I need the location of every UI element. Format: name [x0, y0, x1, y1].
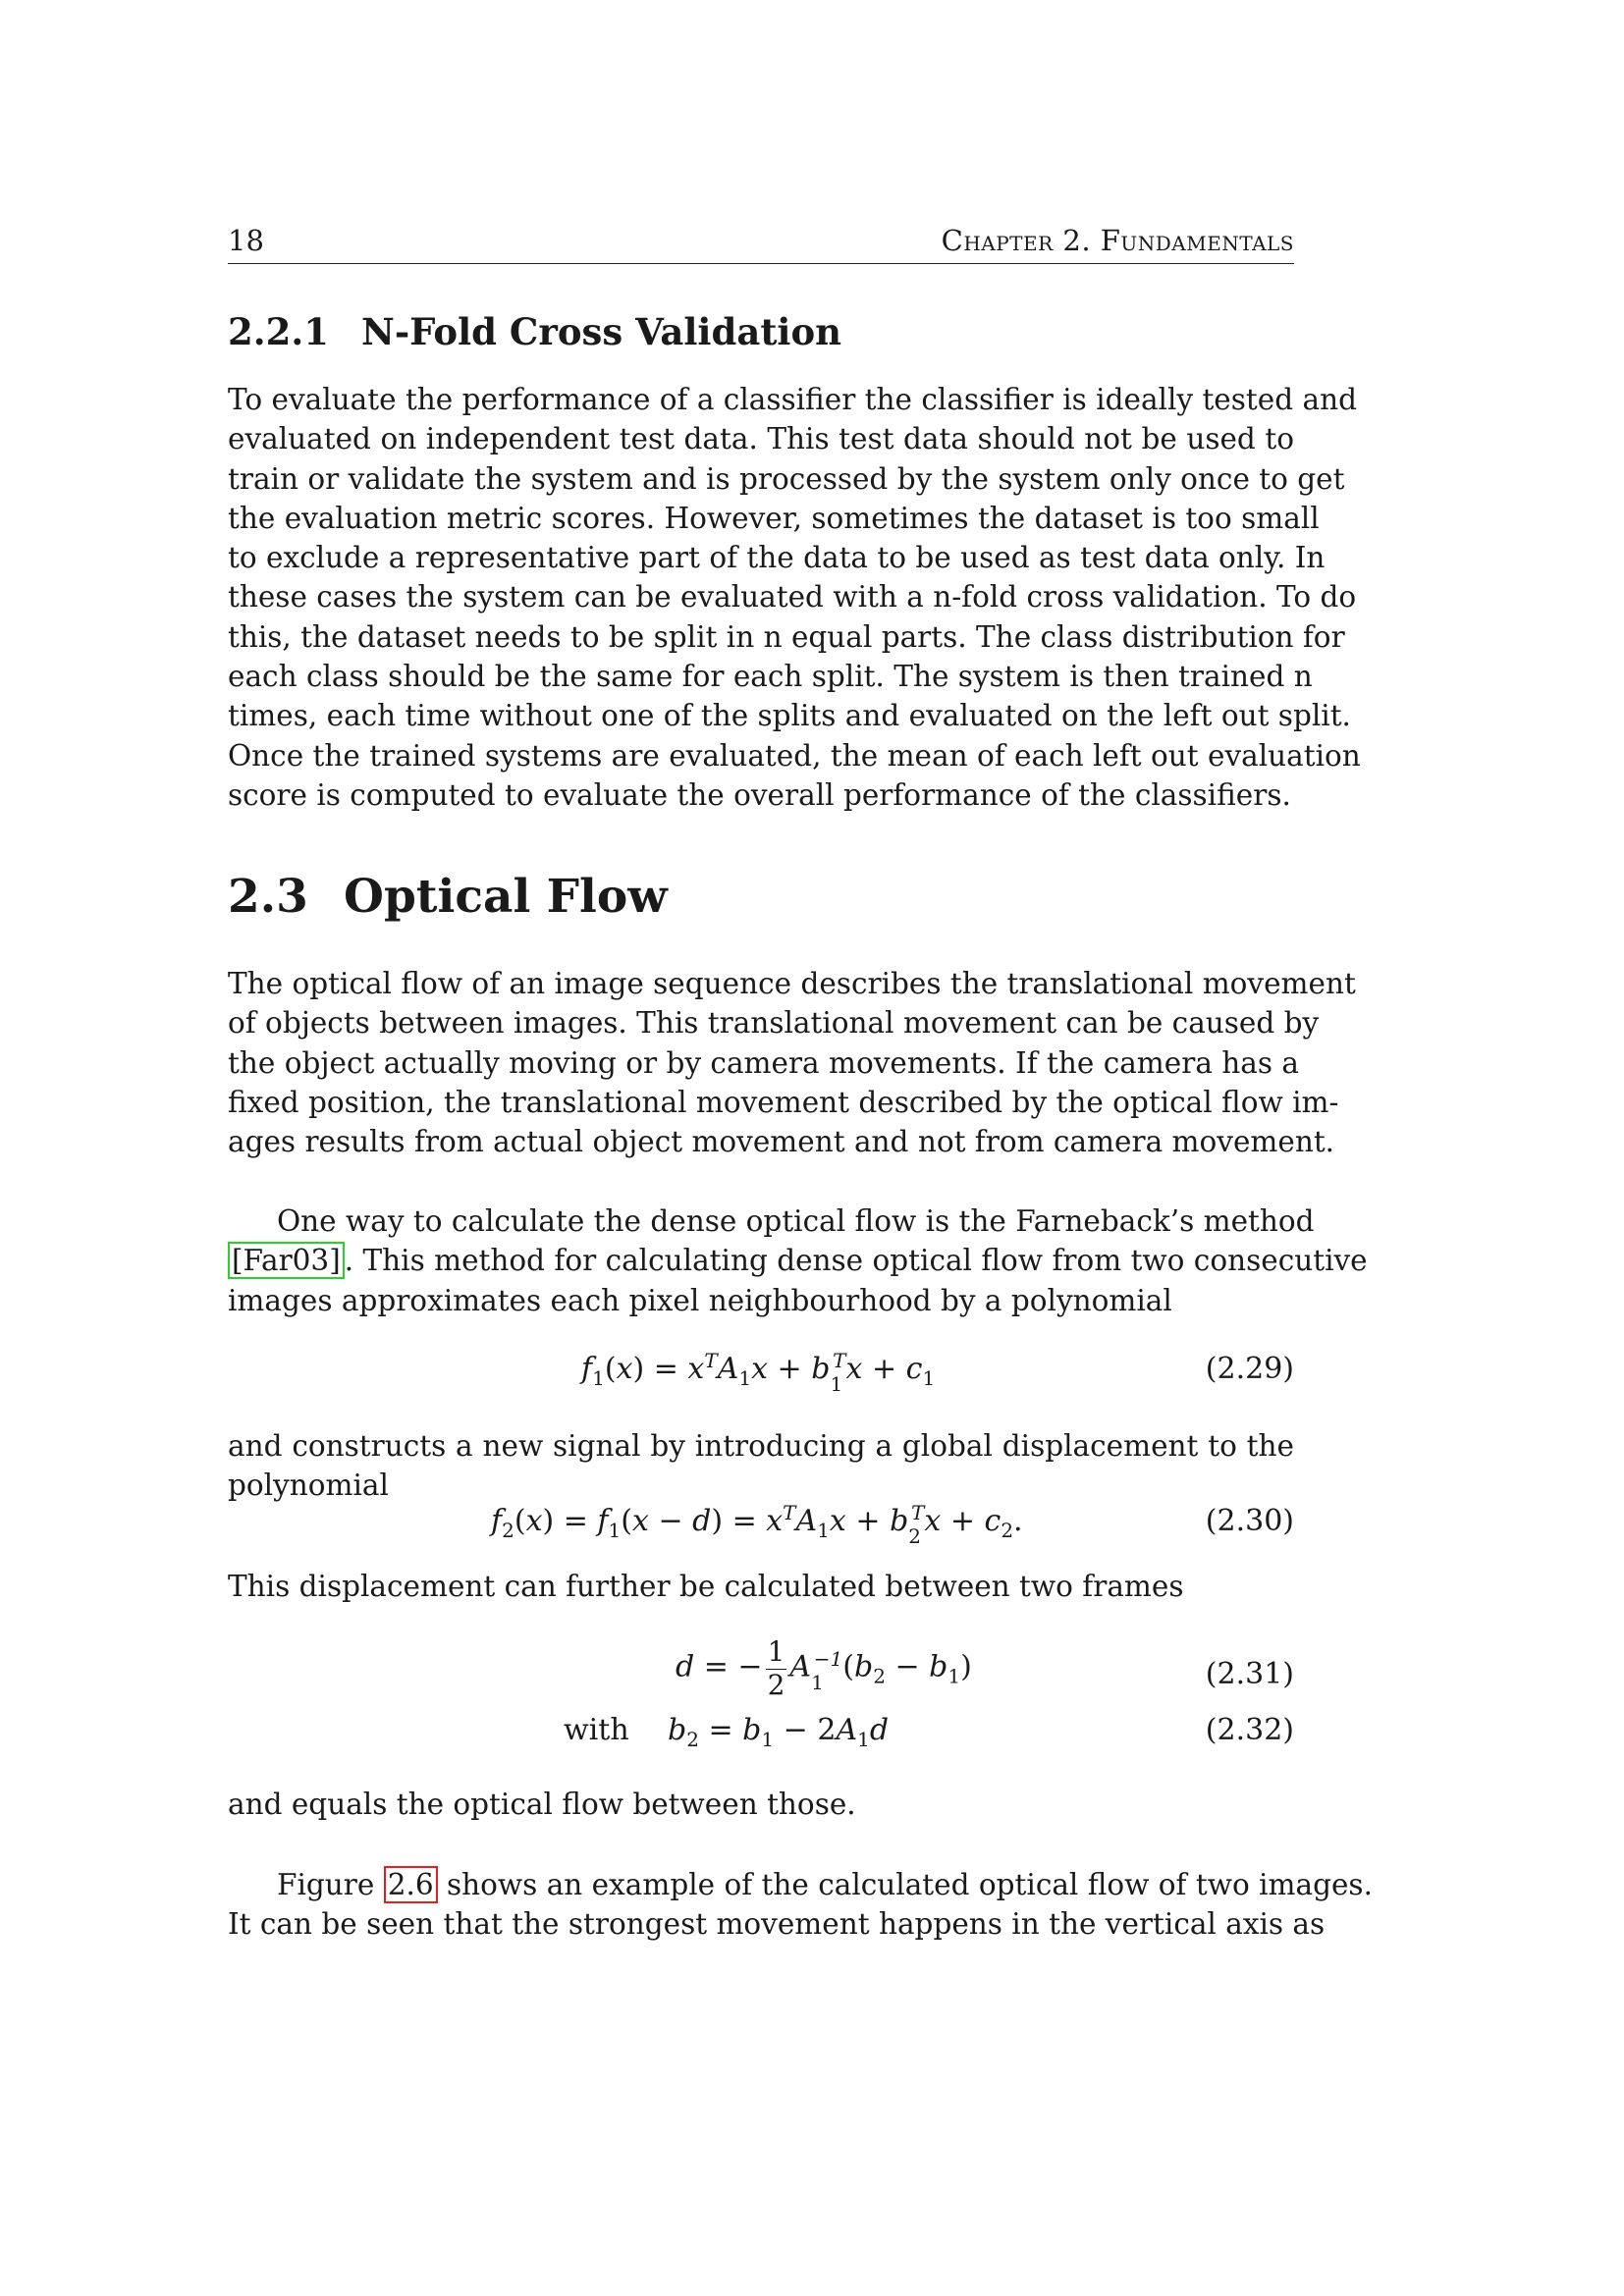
text-line: the evaluation metric scores. However, sometimes the dataset is too small — [228, 501, 1320, 535]
paragraph-frames — [228, 1567, 1294, 1606]
section-number: 2.3 — [228, 870, 308, 924]
page — [228, 0, 1373, 2296]
text-line: This displacement can further be calculated between two frames — [228, 1570, 1184, 1603]
equation-label: (2.31) — [1205, 1657, 1294, 1691]
text-line: To evaluate the performance of a classifier the classifier is ideally tested and — [228, 383, 1357, 416]
text-line: ages results from actual object movement and not from camera movement. — [228, 1125, 1335, 1159]
text-line — [228, 1241, 1368, 1280]
subsection-heading — [228, 310, 841, 353]
text-line: The optical flow of an image sequence describes the translational movement — [228, 967, 1356, 1000]
equation-with-word: with — [564, 1713, 629, 1747]
text-line: to exclude a representative part of the data to be used as test data only. In — [228, 541, 1326, 575]
equation-2-31 — [228, 1635, 1294, 1706]
equation-label: (2.30) — [1205, 1504, 1294, 1538]
equation-2-30 — [228, 1501, 1294, 1548]
text-line: times, each time without one of the splits and evaluated on the left out split. — [228, 699, 1351, 733]
text-line: of objects between images. This translational movement can be caused by — [228, 1006, 1320, 1041]
paragraph-equals-flow — [228, 1785, 1294, 1824]
text-fragment: . This method for calculating dense optical flow from two consecutive — [344, 1244, 1368, 1278]
subsection-title: N-Fold Cross Validation — [361, 310, 842, 353]
text-line: the object actually moving or by camera movements. If the camera has a — [228, 1045, 1299, 1080]
text-line: each class should be the same for each split. The system is then trained n — [228, 660, 1313, 694]
text-fragment: shows an example of the calculated optical flow of two images. — [437, 1868, 1373, 1901]
paragraph-figure-ref — [228, 1865, 1373, 1945]
text-line: One way to calculate the dense optical flow is the Farneback’s method — [277, 1204, 1315, 1238]
equation-body: $f_2(x) = f_1(x - d) = x^TA_1x + b_2^Tx + c_2$. — [491, 1501, 1023, 1548]
text-line: train or validate the system and is processed by the system only once to get — [228, 461, 1345, 496]
equation-2-29 — [228, 1349, 1294, 1396]
paragraph-optical-flow-intro — [228, 964, 1356, 1161]
text-line: evaluated on independent test data. This test data should not be used to — [228, 422, 1294, 456]
text-line: It can be seen that the strongest movement happens in the vertical axis as — [228, 1907, 1326, 1942]
citation-link[interactable]: [Far03] — [228, 1242, 345, 1279]
text-line: Once the trained systems are evaluated, the mean of each left out evaluation — [228, 738, 1361, 773]
page-number: 18 — [228, 224, 264, 257]
equation-2-32 — [228, 1713, 1294, 1756]
text-fragment: Figure — [277, 1868, 384, 1901]
text-line: score is computed to evaluate the overall performance of the classifiers. — [228, 777, 1291, 812]
running-head — [228, 218, 1294, 264]
text-line: these cases the system can be evaluated with a n-fold cross validation. To do — [228, 580, 1357, 614]
chapter-title: Chapter 2. Fundamentals — [941, 224, 1294, 257]
paragraph-cross-validation — [228, 380, 1361, 815]
figure-ref-link[interactable]: 2.6 — [384, 1866, 438, 1903]
equation-body: $b_2 = b_1 - 2A_1d$ — [668, 1713, 890, 1751]
text-line: polynomial — [228, 1468, 389, 1503]
text-line: fixed position, the translational movement described by the optical flow im- — [228, 1085, 1339, 1119]
text-line: this, the dataset needs to be split in n equal parts. The class distribution for — [228, 619, 1345, 654]
text-line: and constructs a new signal by introducing a global displacement to the — [228, 1429, 1294, 1463]
text-line: images approximates each pixel neighbourhood by a polynomial — [228, 1283, 1172, 1317]
equation-body: d = − $\frac{1}{2}$ $A_1^{-1}(b_2 - b_1)$ — [676, 1635, 972, 1701]
paragraph-displacement — [228, 1426, 1294, 1506]
section-title: Optical Flow — [344, 870, 668, 924]
text-line — [228, 1865, 1373, 1904]
text-line: and equals the optical flow between those. — [228, 1788, 856, 1821]
fraction-one-half: $\frac{1}{2}$ — [767, 1635, 785, 1701]
section-heading — [228, 870, 668, 924]
paragraph-farneback — [228, 1201, 1368, 1320]
equation-body: $f_1(x) = x^TA_1x + b_1^Tx + c_1$ — [581, 1349, 936, 1396]
equation-label: (2.29) — [1205, 1352, 1294, 1386]
equation-label: (2.32) — [1205, 1713, 1294, 1747]
subsection-number: 2.2.1 — [228, 310, 329, 353]
